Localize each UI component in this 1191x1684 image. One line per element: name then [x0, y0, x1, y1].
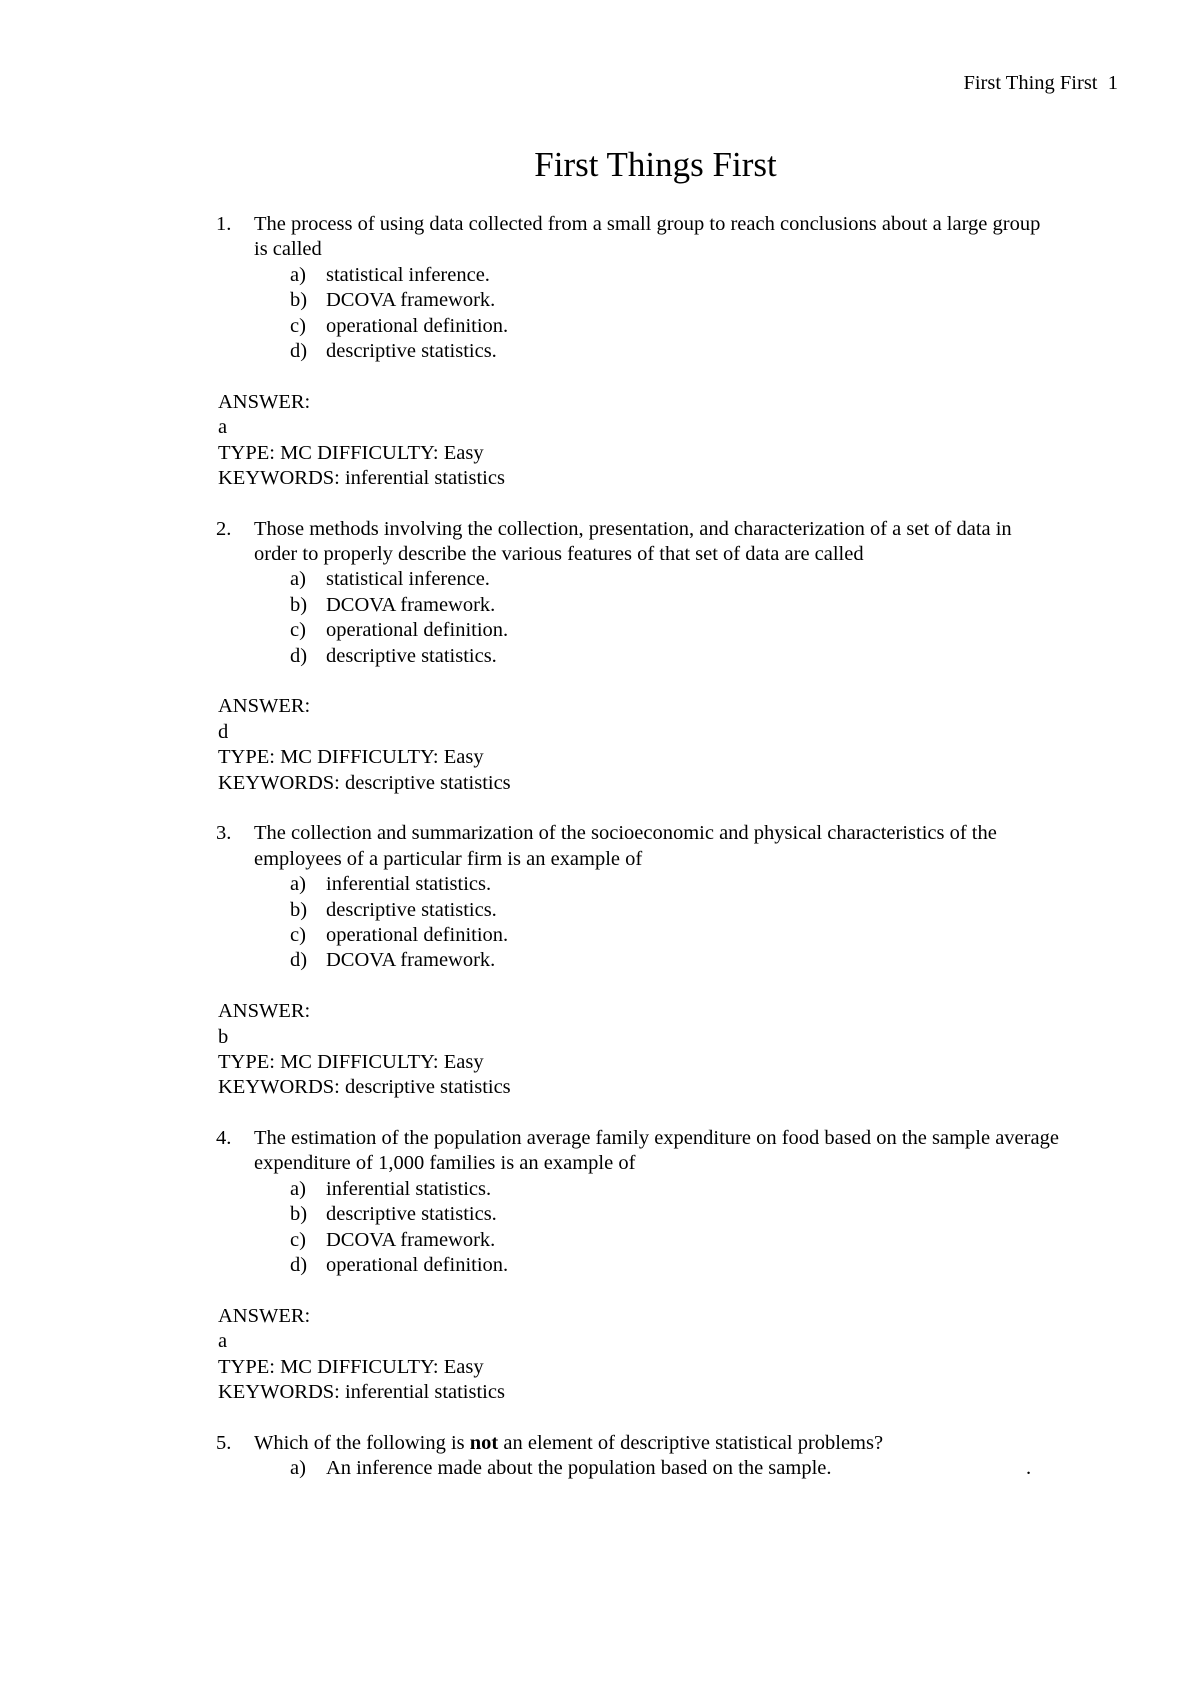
option-text: operational definition. — [326, 619, 509, 642]
question-text-part: Which of the following is — [254, 1431, 470, 1454]
answer-label: ANSWER: — [218, 1000, 311, 1023]
question-text: The collection and summarization of the socioeconomic and physical characteristics of the — [254, 822, 997, 845]
option-letter: d) — [290, 644, 308, 667]
question-text: Those methods involving the collection, presentation, and characterization of a set of data in — [254, 517, 1012, 540]
emphasis: not — [469, 1431, 499, 1454]
question-type: TYPE: MC DIFFICULTY: Easy — [218, 1355, 484, 1378]
option-text: operational definition. — [326, 1254, 509, 1277]
option-text: statistical inference. — [326, 263, 490, 286]
option-letter: a) — [290, 568, 306, 591]
question-text: employees of a particular firm is an example of — [254, 847, 643, 870]
option-text: inferential statistics. — [326, 1177, 492, 1200]
question-type: TYPE: MC DIFFICULTY: Easy — [218, 1050, 484, 1073]
question-text: The process of using data collected from a small group to reach conclusions about a large group — [254, 213, 1041, 235]
page-number: 1 — [1107, 72, 1118, 94]
running-title: First Thing First — [963, 72, 1098, 94]
option-letter: d) — [290, 1254, 308, 1277]
answer-value: d — [218, 720, 229, 743]
option-text: DCOVA framework. — [326, 1228, 496, 1251]
option-text: DCOVA framework. — [326, 949, 496, 972]
question-number: 3. — [216, 822, 232, 845]
option-letter: c) — [290, 619, 306, 642]
option-letter: c) — [290, 314, 306, 337]
answer-value: a — [218, 416, 228, 439]
option-letter: b) — [290, 593, 308, 616]
running-header — [963, 72, 1118, 95]
question-text: order to properly describe the various features of that set of data are called — [254, 543, 864, 566]
question-number: 2. — [216, 517, 232, 540]
option-letter: b) — [290, 289, 308, 312]
question-type: TYPE: MC DIFFICULTY: Easy — [218, 441, 484, 464]
option-text: DCOVA framework. — [326, 289, 496, 312]
answer-label: ANSWER: — [218, 695, 311, 718]
option-text: DCOVA framework. — [326, 593, 496, 616]
question-number: 1. — [216, 213, 232, 235]
trailing-mark: . — [1026, 1457, 1032, 1480]
option-letter: a) — [290, 1177, 306, 1200]
option-text: descriptive statistics. — [326, 644, 497, 667]
question-text: The estimation of the population average family expenditure on food based on the sample average — [254, 1127, 1059, 1150]
option-text: descriptive statistics. — [326, 1203, 497, 1226]
question-keywords: KEYWORDS: inferential statistics — [218, 466, 505, 489]
option-text: descriptive statistics. — [326, 898, 497, 921]
option-letter: a) — [290, 263, 306, 286]
question-text-part: an element of descriptive statistical problems? — [498, 1431, 884, 1454]
option-letter: a) — [290, 1457, 306, 1480]
option-text: operational definition. — [326, 314, 509, 337]
question-number: 4. — [216, 1127, 232, 1150]
answer-value: a — [218, 1330, 228, 1353]
option-letter: c) — [290, 923, 306, 946]
option-text: inferential statistics. — [326, 873, 492, 896]
option-letter: c) — [290, 1228, 306, 1251]
question-text: expenditure of 1,000 families is an example of — [254, 1152, 636, 1175]
option-text: descriptive statistics. — [326, 339, 497, 362]
option-letter: a) — [290, 873, 306, 896]
question-type: TYPE: MC DIFFICULTY: Easy — [218, 746, 484, 769]
question-keywords: KEYWORDS: descriptive statistics — [218, 771, 511, 794]
question-keywords: KEYWORDS: descriptive statistics — [218, 1076, 511, 1099]
option-letter: b) — [290, 1203, 308, 1226]
question-list — [0, 212, 1191, 1482]
option-text: statistical inference. — [326, 568, 490, 591]
answer-label: ANSWER: — [218, 1304, 311, 1327]
question-keywords: KEYWORDS: inferential statistics — [218, 1380, 505, 1403]
document-title: First Things First — [534, 145, 777, 184]
question-text: is called — [254, 238, 322, 261]
question-text — [254, 1431, 883, 1456]
option-letter: d) — [290, 339, 308, 362]
option-text: An inference made about the population based on the sample. — [326, 1457, 832, 1480]
option-letter: b) — [290, 898, 308, 921]
option-letter: d) — [290, 949, 308, 972]
question-number: 5. — [216, 1431, 232, 1454]
option-text: operational definition. — [326, 923, 509, 946]
answer-value: b — [218, 1025, 229, 1048]
answer-label: ANSWER: — [218, 390, 311, 413]
